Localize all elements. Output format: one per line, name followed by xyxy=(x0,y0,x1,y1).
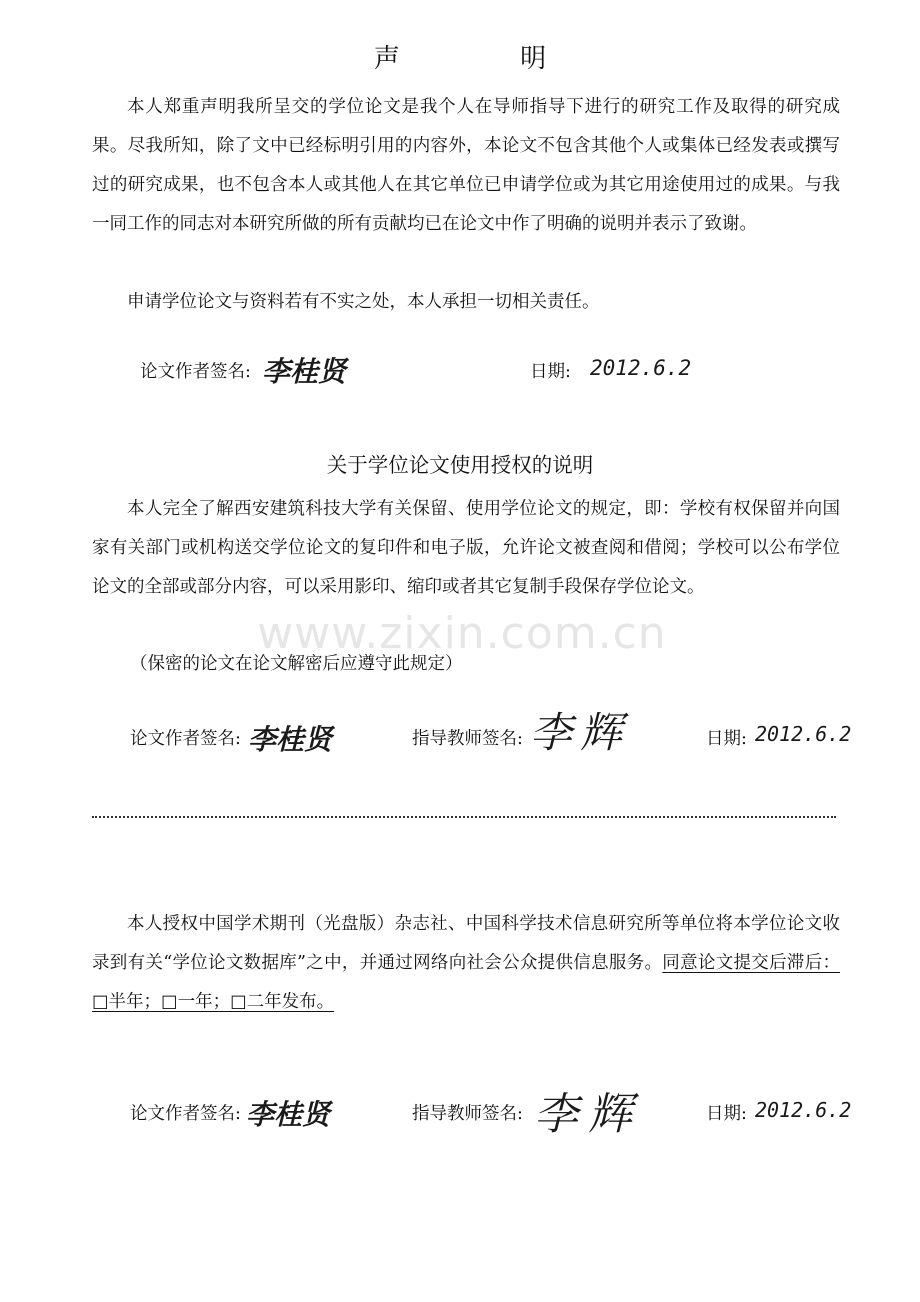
advisor-signature-label: 指导教师签名: xyxy=(412,729,523,749)
author-signature: 李桂贤 xyxy=(246,1098,331,1131)
declaration-title: 声 明 xyxy=(373,44,603,74)
advisor-signature: 李辉 xyxy=(530,708,631,757)
authorization-title: 关于学位论文使用授权的说明 xyxy=(326,453,594,477)
database-text: 本人授权中国学术期刊（光盘版）杂志社、中国科学技术信息研究所等单位将本学位论文收录到有关“学位论文数据库”之中，并通过网络向社会公众提供信息服务。 xyxy=(92,914,840,973)
date-label: 日期: xyxy=(530,362,571,382)
author-signature: 李桂贤 xyxy=(262,355,347,388)
declaration-paragraph: 本人郑重声明我所呈交的学位论文是我个人在导师指导下进行的研究工作及取得的研究成果。尽我所知，除了文中已经标明引用的内容外，本论文不包含其他个人或集体已经发表或撰写过的研究成果，也不包含本人或其他人在其它单位已申请学位或为其它用途使用过的成果。与我一同工作的同志对本研究所做的所有贡献均已在论文中作了明确的说明并表示了致谢。 xyxy=(92,97,840,234)
database-paragraph xyxy=(92,905,840,1022)
confidential-note: （保密的论文在论文解密后应遵守此规定） xyxy=(130,654,463,674)
advisor-signature-label: 指导教师签名: xyxy=(412,1104,523,1124)
date-label: 日期: xyxy=(706,729,747,749)
date-value: 2012.6.2 xyxy=(590,356,692,380)
section-divider xyxy=(92,816,836,818)
author-signature-label: 论文作者签名: xyxy=(140,362,251,382)
advisor-signature: 李辉 xyxy=(534,1089,642,1140)
author-signature-label: 论文作者签名: xyxy=(130,729,241,749)
author-signature-label: 论文作者签名: xyxy=(130,1104,241,1124)
responsibility-paragraph: 申请学位论文与资料若有不实之处，本人承担一切相关责任。 xyxy=(127,292,600,312)
embargo-option-text: 同意论文提交后滞后：□半年；□一年；□二年发布。 xyxy=(92,953,840,1012)
author-signature: 李桂贤 xyxy=(248,723,333,756)
authorization-paragraph: 本人完全了解西安建筑科技大学有关保留、使用学位论文的规定，即：学校有权保留并向国家有关部门或机构送交学位论文的复印件和电子版，允许论文被查阅和借阅；学校可以公布学位论文的全部或部分内容，可以采用影印、缩印或者其它复制手段保存学位论文。 xyxy=(92,499,840,597)
watermark: www.zixin.com.cn xyxy=(257,608,667,659)
date-value: 2012.6.2 xyxy=(755,722,852,746)
date-value: 2012.6.2 xyxy=(755,1098,852,1122)
date-label: 日期: xyxy=(706,1104,747,1124)
